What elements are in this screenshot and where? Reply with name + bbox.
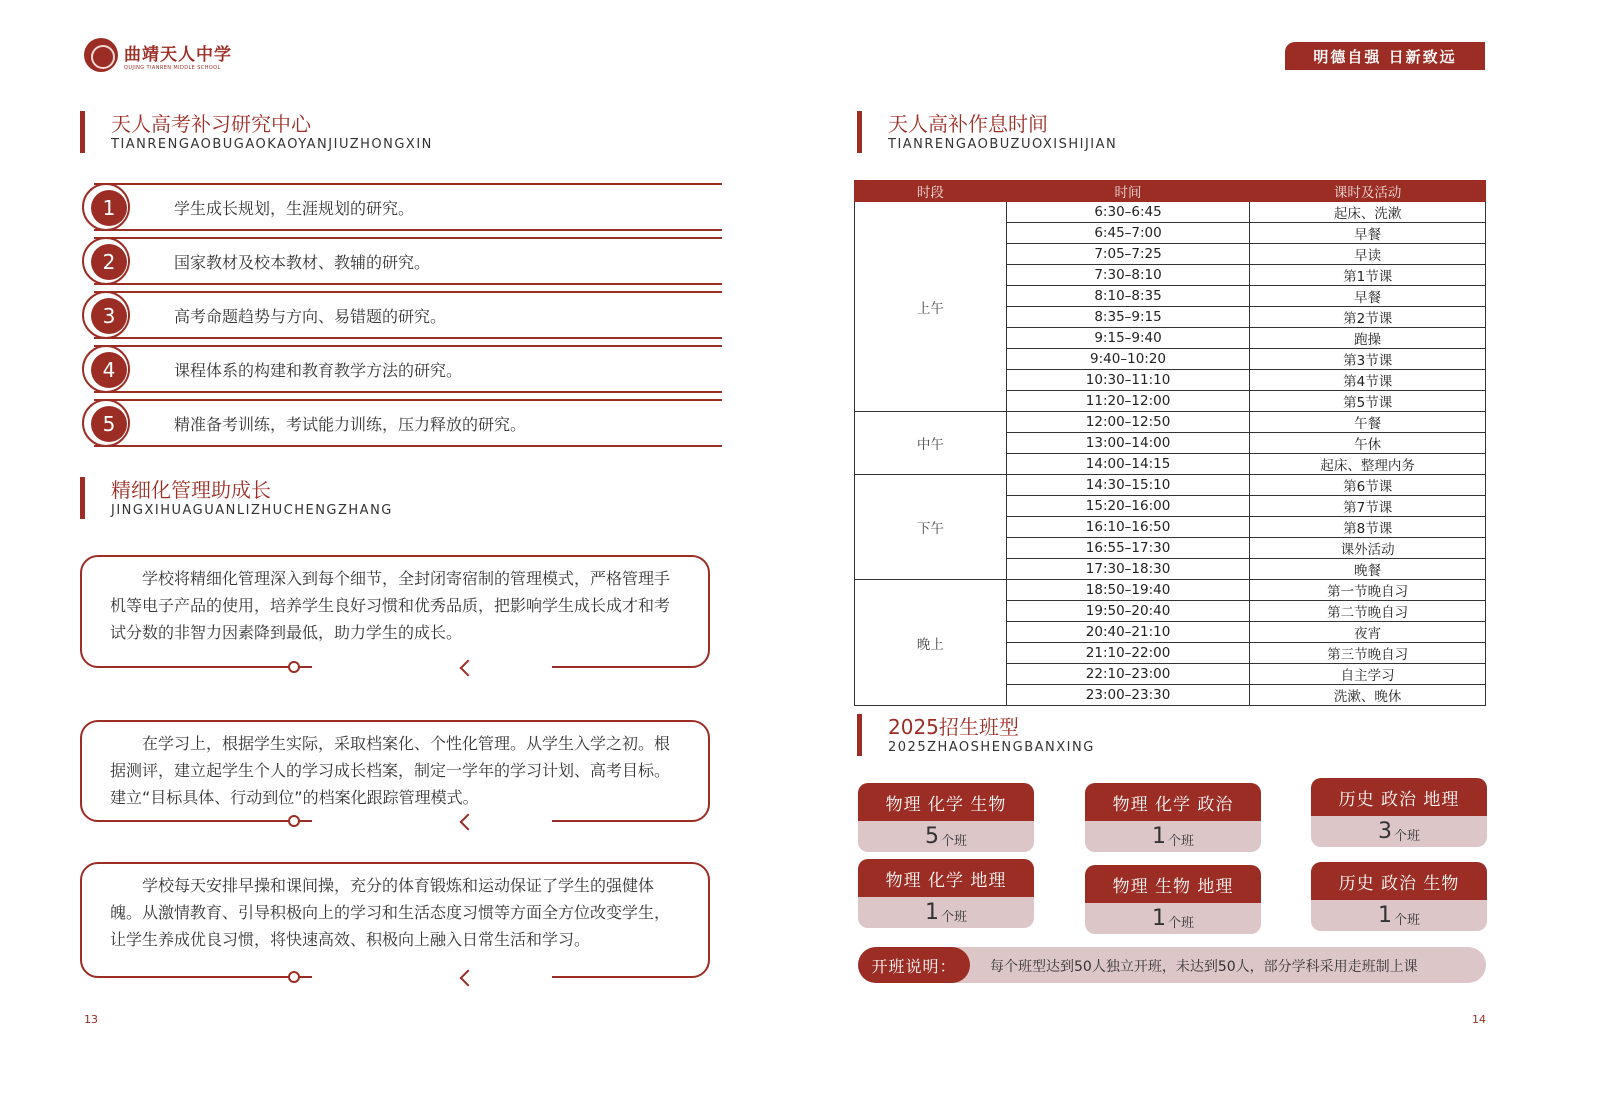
activity-cell: 第7节课 bbox=[1250, 496, 1486, 517]
item-text: 高考命题趋势与方向、易错题的研究。 bbox=[174, 307, 447, 326]
time-cell: 13:00–14:00 bbox=[1006, 433, 1250, 454]
class-count: 3 bbox=[1377, 819, 1392, 844]
school-seal-icon bbox=[84, 38, 118, 72]
school-name-en: QUJING TIANREN MIDDLE SCHOOL bbox=[124, 64, 221, 71]
time-cell: 11:20–12:00 bbox=[1006, 391, 1250, 412]
table-row bbox=[855, 475, 1486, 496]
management-paragraph: 在学习上，根据学生实际，采取档案化、个性化管理。从学生入学之初。根据测评，建立起学生个人的学习成长档案，制定一学年的学习计划、高考目标。建立“目标具体、行动到位”的档案化跟踪管理模式。 bbox=[110, 734, 671, 807]
class-card bbox=[1311, 862, 1487, 931]
time-cell: 12:00–12:50 bbox=[1006, 412, 1250, 433]
management-pinyin: JINGXIHUAGUANLIZHUCHENGZHANG bbox=[111, 503, 393, 518]
page-number-left: 13 bbox=[84, 1013, 98, 1026]
activity-cell: 早餐 bbox=[1250, 286, 1486, 307]
research-heading bbox=[80, 111, 433, 153]
enrollment-title: 2025招生班型 bbox=[888, 715, 1019, 739]
class-subjects: 物理 化学 政治 bbox=[1085, 783, 1261, 821]
activity-cell: 第3节课 bbox=[1250, 349, 1486, 370]
class-subjects: 物理 化学 地理 bbox=[858, 859, 1034, 897]
class-card bbox=[858, 783, 1034, 852]
period-cell: 上午 bbox=[855, 202, 1007, 412]
time-cell: 7:05–7:25 bbox=[1006, 244, 1250, 265]
activity-cell: 洗漱、晚休 bbox=[1250, 685, 1486, 706]
time-cell: 15:20–16:00 bbox=[1006, 496, 1250, 517]
activity-cell: 第一节晚自习 bbox=[1250, 580, 1486, 601]
class-count: 5 bbox=[924, 824, 939, 849]
class-unit: 个班 bbox=[1167, 916, 1194, 931]
time-cell: 10:30–11:10 bbox=[1006, 370, 1250, 391]
time-cell: 16:55–17:30 bbox=[1006, 538, 1250, 559]
management-paragraph: 学校每天安排早操和课间操，充分的体育锻炼和运动保证了学生的强健体魄。从激情教育、引导积极向上的学习和生活态度习惯等方面全方位改变学生，让学生养成优良习惯，将快速高效、积极向上融入日常生活和学习。 bbox=[110, 876, 671, 949]
class-count: 1 bbox=[1151, 824, 1166, 849]
class-unit: 个班 bbox=[940, 910, 967, 925]
management-paragraph-box bbox=[80, 720, 710, 822]
activity-cell: 自主学习 bbox=[1250, 664, 1486, 685]
connector-dot-icon bbox=[288, 815, 300, 827]
time-cell: 23:00–23:30 bbox=[1006, 685, 1250, 706]
list-item bbox=[82, 345, 722, 399]
time-cell: 14:30–15:10 bbox=[1006, 475, 1250, 496]
activity-cell: 第二节晚自习 bbox=[1250, 601, 1486, 622]
school-name: 曲靖天人中学 bbox=[124, 44, 232, 65]
schedule-pinyin: TIANRENGAOBUZUOXISHIJIAN bbox=[888, 137, 1118, 152]
class-count: 1 bbox=[1377, 903, 1392, 928]
item-number: 1 bbox=[91, 190, 127, 226]
note-text: 每个班型达到50人独立开班，未达到50人，部分学科采用走班制上课 bbox=[990, 959, 1418, 975]
arrow-left-icon bbox=[460, 970, 477, 987]
activity-cell: 午休 bbox=[1250, 433, 1486, 454]
activity-cell: 夜宵 bbox=[1250, 622, 1486, 643]
activity-cell: 第8节课 bbox=[1250, 517, 1486, 538]
connector-dot-icon bbox=[288, 661, 300, 673]
school-logo bbox=[84, 38, 232, 72]
research-pinyin: TIANRENGAOBUGAOKAOYANJIUZHONGXIN bbox=[111, 137, 433, 152]
time-cell: 9:40–10:20 bbox=[1006, 349, 1250, 370]
time-cell: 19:50–20:40 bbox=[1006, 601, 1250, 622]
time-cell: 22:10–23:00 bbox=[1006, 664, 1250, 685]
activity-cell: 第5节课 bbox=[1250, 391, 1486, 412]
table-row bbox=[855, 412, 1486, 433]
activity-cell: 第2节课 bbox=[1250, 307, 1486, 328]
page-number-right: 14 bbox=[1472, 1013, 1486, 1026]
activity-cell: 晚餐 bbox=[1250, 559, 1486, 580]
class-count: 1 bbox=[1151, 906, 1166, 931]
table-header-row bbox=[855, 181, 1486, 202]
schedule-heading bbox=[857, 111, 1117, 153]
time-cell: 14:00–14:15 bbox=[1006, 454, 1250, 475]
class-opening-note bbox=[858, 947, 1486, 983]
time-cell: 6:45–7:00 bbox=[1006, 223, 1250, 244]
school-motto: 明德自强 日新致远 bbox=[1285, 42, 1485, 70]
class-subjects: 物理 化学 生物 bbox=[858, 783, 1034, 821]
research-list bbox=[82, 183, 722, 453]
management-paragraph-box bbox=[80, 555, 710, 668]
activity-cell: 第6节课 bbox=[1250, 475, 1486, 496]
activity-cell: 第4节课 bbox=[1250, 370, 1486, 391]
management-paragraph: 学校将精细化管理深入到每个细节，全封闭寄宿制的管理模式，严格管理手机等电子产品的使用，培养学生良好习惯和优秀品质，把影响学生成长成才和考试分数的非智力因素降到最低，助力学生的成长。 bbox=[110, 569, 671, 642]
period-cell: 下午 bbox=[855, 475, 1007, 580]
item-text: 国家教材及校本教材、教辅的研究。 bbox=[174, 253, 431, 272]
item-text: 课程体系的构建和教育教学方法的研究。 bbox=[174, 361, 463, 380]
time-cell: 6:30–6:45 bbox=[1006, 202, 1250, 223]
activity-cell: 起床、整理内务 bbox=[1250, 454, 1486, 475]
column-header-activity: 课时及活动 bbox=[1250, 181, 1486, 202]
time-cell: 20:40–21:10 bbox=[1006, 622, 1250, 643]
list-item bbox=[82, 399, 722, 453]
activity-cell: 早餐 bbox=[1250, 223, 1486, 244]
arrow-left-icon bbox=[460, 660, 477, 677]
time-cell: 21:10–22:00 bbox=[1006, 643, 1250, 664]
item-number: 5 bbox=[91, 406, 127, 442]
time-cell: 7:30–8:10 bbox=[1006, 265, 1250, 286]
item-number: 4 bbox=[91, 352, 127, 388]
table-row bbox=[855, 580, 1486, 601]
class-unit: 个班 bbox=[1167, 834, 1194, 849]
time-cell: 16:10–16:50 bbox=[1006, 517, 1250, 538]
table-row bbox=[855, 202, 1486, 223]
list-item bbox=[82, 237, 722, 291]
period-cell: 晚上 bbox=[855, 580, 1007, 706]
activity-cell: 第三节晚自习 bbox=[1250, 643, 1486, 664]
class-count: 1 bbox=[924, 900, 939, 925]
schedule-title: 天人高补作息时间 bbox=[888, 112, 1048, 136]
enrollment-heading bbox=[857, 714, 1095, 756]
time-cell: 9:15–9:40 bbox=[1006, 328, 1250, 349]
period-cell: 中午 bbox=[855, 412, 1007, 475]
enrollment-pinyin: 2025ZHAOSHENGBANXING bbox=[888, 740, 1095, 755]
time-cell: 18:50–19:40 bbox=[1006, 580, 1250, 601]
class-card bbox=[1085, 783, 1261, 852]
item-text: 学生成长规划，生涯规划的研究。 bbox=[174, 199, 415, 218]
management-paragraph-box bbox=[80, 862, 710, 978]
research-title: 天人高考补习研究中心 bbox=[111, 112, 311, 136]
item-number: 2 bbox=[91, 244, 127, 280]
note-label: 开班说明： bbox=[858, 947, 970, 983]
class-unit: 个班 bbox=[940, 834, 967, 849]
activity-cell: 课外活动 bbox=[1250, 538, 1486, 559]
management-heading bbox=[80, 477, 393, 519]
class-card bbox=[1311, 778, 1487, 847]
item-text: 精准备考训练，考试能力训练，压力释放的研究。 bbox=[174, 415, 527, 434]
activity-cell: 第1节课 bbox=[1250, 265, 1486, 286]
time-cell: 8:10–8:35 bbox=[1006, 286, 1250, 307]
class-unit: 个班 bbox=[1393, 829, 1420, 844]
activity-cell: 午餐 bbox=[1250, 412, 1486, 433]
time-cell: 8:35–9:15 bbox=[1006, 307, 1250, 328]
time-cell: 17:30–18:30 bbox=[1006, 559, 1250, 580]
class-card bbox=[1085, 865, 1261, 934]
column-header-time: 时间 bbox=[1006, 181, 1250, 202]
item-number: 3 bbox=[91, 298, 127, 334]
activity-cell: 早读 bbox=[1250, 244, 1486, 265]
list-item bbox=[82, 183, 722, 237]
class-unit: 个班 bbox=[1393, 913, 1420, 928]
arrow-left-icon bbox=[460, 814, 477, 831]
list-item bbox=[82, 291, 722, 345]
class-card bbox=[858, 859, 1034, 928]
activity-cell: 跑操 bbox=[1250, 328, 1486, 349]
connector-dot-icon bbox=[288, 971, 300, 983]
class-subjects: 物理 生物 地理 bbox=[1085, 865, 1261, 903]
schedule-table bbox=[854, 180, 1486, 706]
class-subjects: 历史 政治 地理 bbox=[1311, 778, 1487, 816]
class-subjects: 历史 政治 生物 bbox=[1311, 862, 1487, 900]
management-title: 精细化管理助成长 bbox=[111, 478, 271, 502]
activity-cell: 起床、洗漱 bbox=[1250, 202, 1486, 223]
column-header-period: 时段 bbox=[855, 181, 1007, 202]
